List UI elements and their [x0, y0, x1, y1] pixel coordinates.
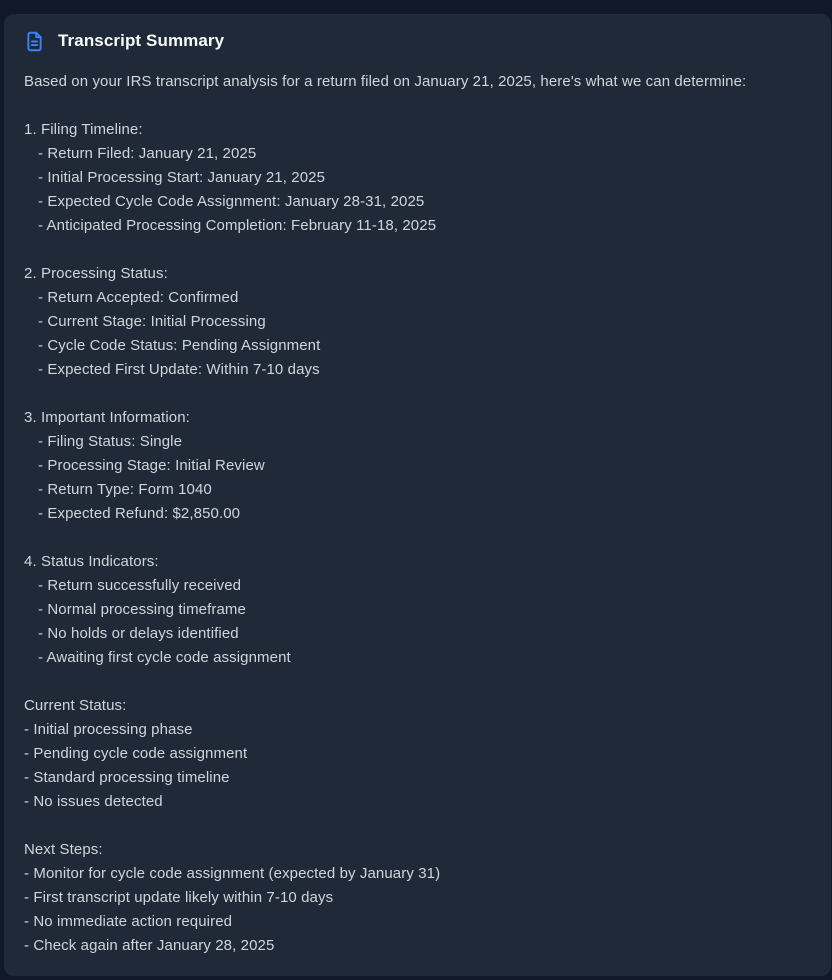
section-heading: Current Status: [24, 697, 127, 714]
summary-content [24, 70, 811, 958]
section-item: - No holds or delays identified [38, 625, 239, 642]
section-item: - Return Accepted: Confirmed [38, 289, 239, 306]
summary-section [24, 406, 811, 526]
section-item: - Return Type: Form 1040 [38, 481, 212, 498]
section-item: - Anticipated Processing Completion: February 11-18, 2025 [38, 217, 437, 234]
section-item: - Standard processing timeline [24, 769, 230, 786]
summary-section [24, 694, 811, 814]
intro-text: Based on your IRS transcript analysis for a return filed on January 21, 2025, here's what we can determine: [24, 73, 747, 90]
file-text-icon [24, 31, 45, 52]
section-heading: 2. Processing Status: [24, 265, 168, 282]
page-title: Transcript Summary [58, 31, 225, 50]
section-item: - Monitor for cycle code assignment (expected by January 31) [24, 865, 441, 882]
summary-section [24, 838, 811, 958]
sections [24, 118, 811, 958]
section-item: - Processing Stage: Initial Review [38, 457, 265, 474]
transcript-summary-card [4, 14, 831, 976]
section-item: - Pending cycle code assignment [24, 745, 248, 762]
section-item: - Normal processing timeframe [38, 601, 246, 618]
section-item: - No issues detected [24, 793, 163, 810]
section-item: - Expected Refund: $2,850.00 [38, 505, 241, 522]
section-item: - Expected Cycle Code Assignment: January 28-31, 2025 [38, 193, 425, 210]
section-heading: 4. Status Indicators: [24, 553, 159, 570]
section-item: - First transcript update likely within 7-10 days [24, 889, 334, 906]
summary-section [24, 262, 811, 382]
section-heading: 1. Filing Timeline: [24, 121, 143, 138]
section-item: - Cycle Code Status: Pending Assignment [38, 337, 321, 354]
summary-section [24, 550, 811, 670]
section-item: - No immediate action required [24, 913, 233, 930]
section-heading: Next Steps: [24, 841, 103, 858]
section-item: - Return successfully received [38, 577, 242, 594]
section-item: - Check again after January 28, 2025 [24, 937, 275, 954]
card-header [24, 29, 811, 53]
section-item: - Return Filed: January 21, 2025 [38, 145, 257, 162]
summary-section [24, 118, 811, 238]
section-item: - Current Stage: Initial Processing [38, 313, 266, 330]
section-item: - Awaiting first cycle code assignment [38, 649, 291, 666]
section-item: - Initial processing phase [24, 721, 193, 738]
section-heading: 3. Important Information: [24, 409, 190, 426]
section-item: - Filing Status: Single [38, 433, 183, 450]
section-item: - Expected First Update: Within 7-10 days [38, 361, 320, 378]
section-item: - Initial Processing Start: January 21, 2025 [38, 169, 326, 186]
